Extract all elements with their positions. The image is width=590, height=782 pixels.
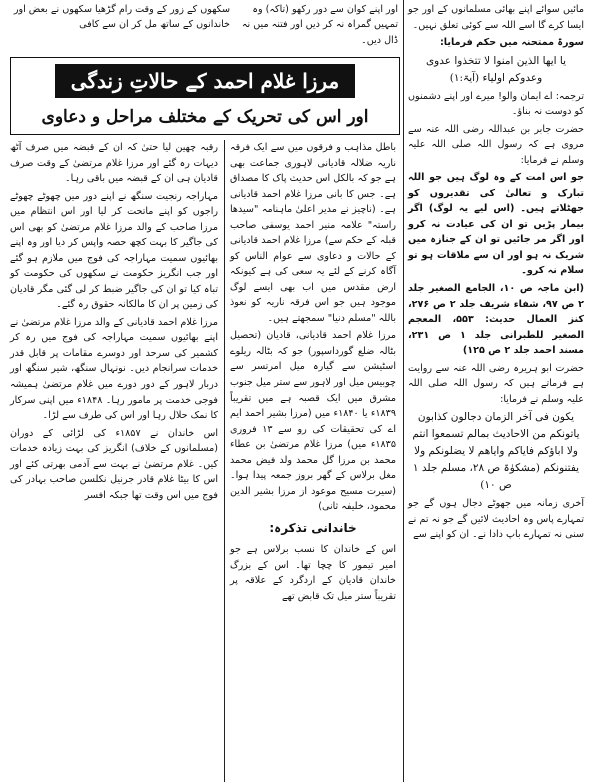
top-strip-left-text: سکھوں کے زور کے وقت رام گڑھیا سکھوں نے بعض اور خاندانوں کے ساتھ مل کر ان سے کافی [13, 4, 230, 31]
paragraph: مرزا غلام احمد قادیانی، قادیان (تحصیل بٹالہ ضلع گورداسپور) جو کہ بٹالہ ریلوے اسٹیشن سے گیارہ میل امرتسر سے چوبیس میل اور لاہور سے ستر میل جنوب مشرق میں ایک قصبہ ہے میں تقریباً ۱۸۳۹ء یا ۱۸۴۰ء میں (مرزا بشیر احمد ایم اے کی تحقیقات کی رو سے ۱۳ فروری ۱۸۳۵ء میں) مرزا غلام مرتضیٰ بن عطاء محمد بن مرزا گل محمد ولد فیض محمد مغل برلاس کے گھر بروز جمعہ پیدا ہوا۔ (سیرت مسیح موعود از مرزا بشیر الدین محمود، خلیفہ ثانی) [230, 330, 396, 513]
paragraph: مرزا غلام احمد قادیانی کے والد مرزا غلام مرتضیٰ نے اپنے بھائیوں سمیت مہاراجہ کی فوج میں رہ کر کشمیر کی سرحد اور دوسرے مقامات پر قابل قدر خدمات سرانجام دیں۔ نونہال سنگھ، شیر سنگھ اور دربار لاہور کے دور دورے میں غلام مرتضیٰ ہمیشہ فوجی خدمت پر مامور رہا۔ ۱۸۴۸ء میں اپنی سرکار کا نمک حلال رہا اور اس کی طرف سے لڑا۔ [10, 316, 218, 422]
paragraph: اس خاندان نے ۱۸۵۷ء کی لڑائی کے دوران (مسلمانوں کے خلاف) انگریز کی بہت زیادہ خدمات کیں۔ غلام مرتضیٰ نے بہت سے آدمی بھرتی کئے اور اس کا بیٹا غلام قادر جرنیل نکلسن صاحب بہادر کی فوج میں اس وقت تھا جبکہ افسر [10, 427, 218, 501]
quran-verse: یا ایھا الذین امنوا لا تتخذوا عدوی وعدوکم اولیاء (آیۃ:۱) [425, 54, 567, 84]
top-strip-mid-text: اور اپنے کوان سے دور رکھو (تاکہ) وہ تمہیں گمراہ نہ کر دیں اور فتنہ میں نہ ڈال دیں۔ [241, 4, 398, 46]
column-divider-right [403, 0, 404, 782]
headline-box [10, 57, 400, 135]
paragraph: ترجمہ: اے ایمان والو! میرے اور اپنے دشمنوں کو دوست نہ بناؤ۔ [408, 90, 584, 118]
reference: (ابن ماجہ ص ۱۰، الجامع الصغیر جلد ۲ ص ۹۷، شفاء شریف جلد ۲ ص ۲۷۶، کنز العمال حدیث: ۵۵۳، المعجم الصغیر للطبرانی جلد ۱ ص ۲۳۱، مسند احمد جلد ۲ ص ۱۲۵) [408, 282, 585, 357]
headline-title: مرزا غلام احمد کے حالاتِ زندگی [55, 64, 355, 98]
hadith-arabic: یکون فی آخر الزمان دجالون کذابون یاتونکم من الاحادیث بمالم تسمعوا انتم ولا اباؤکم فایاکم وایاھم لا یضلونکم ولا یفتنونکم (مشکوٰۃ ص ۲۸، مسلم جلد ۱ ص ۱۰) [412, 411, 580, 492]
paragraph: مائیں سوائے اپنے بھائی مسلمانوں کے اور جو ایسا کرے گا اسے اللہ سے کوئی تعلق نہیں۔ [408, 4, 584, 31]
headline-subtitle: اور اس کی تحریک کے مختلف مراحل و دعاوی [41, 107, 369, 127]
paragraph: حضرت ابو ہریرہ رضی اللہ عنہ سے روایت ہے فرماتے ہیں کہ رسول اللہ صلی اللہ علیہ وسلم نے فرمایا: [408, 362, 584, 405]
paragraph: اس کے خاندان کا نسب برلاس ہے جو امیر تیمور کا چچا تھا۔ اس کے بزرگ خاندان قادیان کے اردگرد کے علاقہ پر تقریباً ستر میل تک قابض تھے [230, 544, 396, 602]
column-left [10, 140, 218, 505]
paragraph: سورۃ ممتحنہ میں حکم فرمایا: [439, 37, 584, 49]
column-divider-left [224, 140, 225, 782]
paragraph: باطل مذاہب و فرقوں میں سے ایک فرقہ ناریہ ضلالہ قادیانی لاہوری جماعت بھی ہے جو کہ بالکل اس حدیث پاک کا مصداق ہے۔ جس کا بانی مرزا غلام احمد قادیانی ہے۔ (ناچیز نے مدیر اعلیٰ ماہنامہ "سیدھا راستہ" علامہ منیر احمد یوسفی صاحب قبلہ کے حکم سے) مرزا غلام احمد قادیانی کے حالات و دعاوی سے عوام الناس کو آگاہ کرنے کے لئے یہ سعی کی ہے کیونکہ ارض مقدس میں اب بھی ایسے لوگ موجود ہیں جو اس فرقہ ناریہ کو نعوذ باللہ "مسلم دنیا" سمجھتے ہیں۔ [230, 142, 396, 324]
section-subheading: خاندانی تذکرہ: [269, 520, 357, 535]
paragraph: حضرت جابر بن عبداللہ رضی اللہ عنہ سے مروی ہے کہ رسول اللہ صلی اللہ علیہ وسلم نے فرمایا: [408, 123, 584, 166]
paragraph: رقبہ چھین لیا حتیٰ کہ ان کے قبضہ میں صرف آٹھ دیہات رہ گئے اور مرزا غلام مرتضیٰ کے وقت صرف قادیان ہی ان کے قبضہ میں باقی رہا۔ [10, 142, 218, 185]
hadith-text: جو اس امت کے وہ لوگ ہیں جو اللہ تبارک و تعالیٰ کی تقدیروں کو جھٹلاتے ہیں۔ (اس لیے یہ لوگ) اگر بیمار پڑیں تو ان کی عیادت نہ کرو اور اگر مر جائیں تو ان کے جنازہ میں شریک نہ ہو اور ان سے ملاقات ہو تو سلام نہ کرو۔ [408, 172, 584, 277]
paragraph: مہاراجہ رنجیت سنگھ نے اپنے دور میں چھوٹے چھوٹے راجوں کو اپنے ماتحت کر لیا اور اس انتظام میں مرزا صاحب کے والد مرزا غلام مرتضیٰ کو بھی اس کی جاگیر کا بہت کچھ حصہ واپس کر دیا اور وہ اپنے بھائیوں سمیت مہاراجہ کی فوج میں ملازم ہو گئے اور جب انگریز حکومت نے سکھوں کی حکومت کو تباہ کیا تو ان کی جاگیر ضبط کر لی گئی مگر قادیان کی زمین پر ان کا مالکانہ حقوق رہ گئے۔ [10, 190, 218, 311]
paragraph: آخری زمانہ میں جھوٹے دجال ہوں گے جو تمہارے پاس وہ احادیث لائیں گے جو نہ تم نے سنی نہ تمہارے باپ دادا نے۔ ان کو اپنے سے [408, 498, 584, 541]
column-middle [230, 140, 396, 606]
column-right [408, 2, 584, 545]
